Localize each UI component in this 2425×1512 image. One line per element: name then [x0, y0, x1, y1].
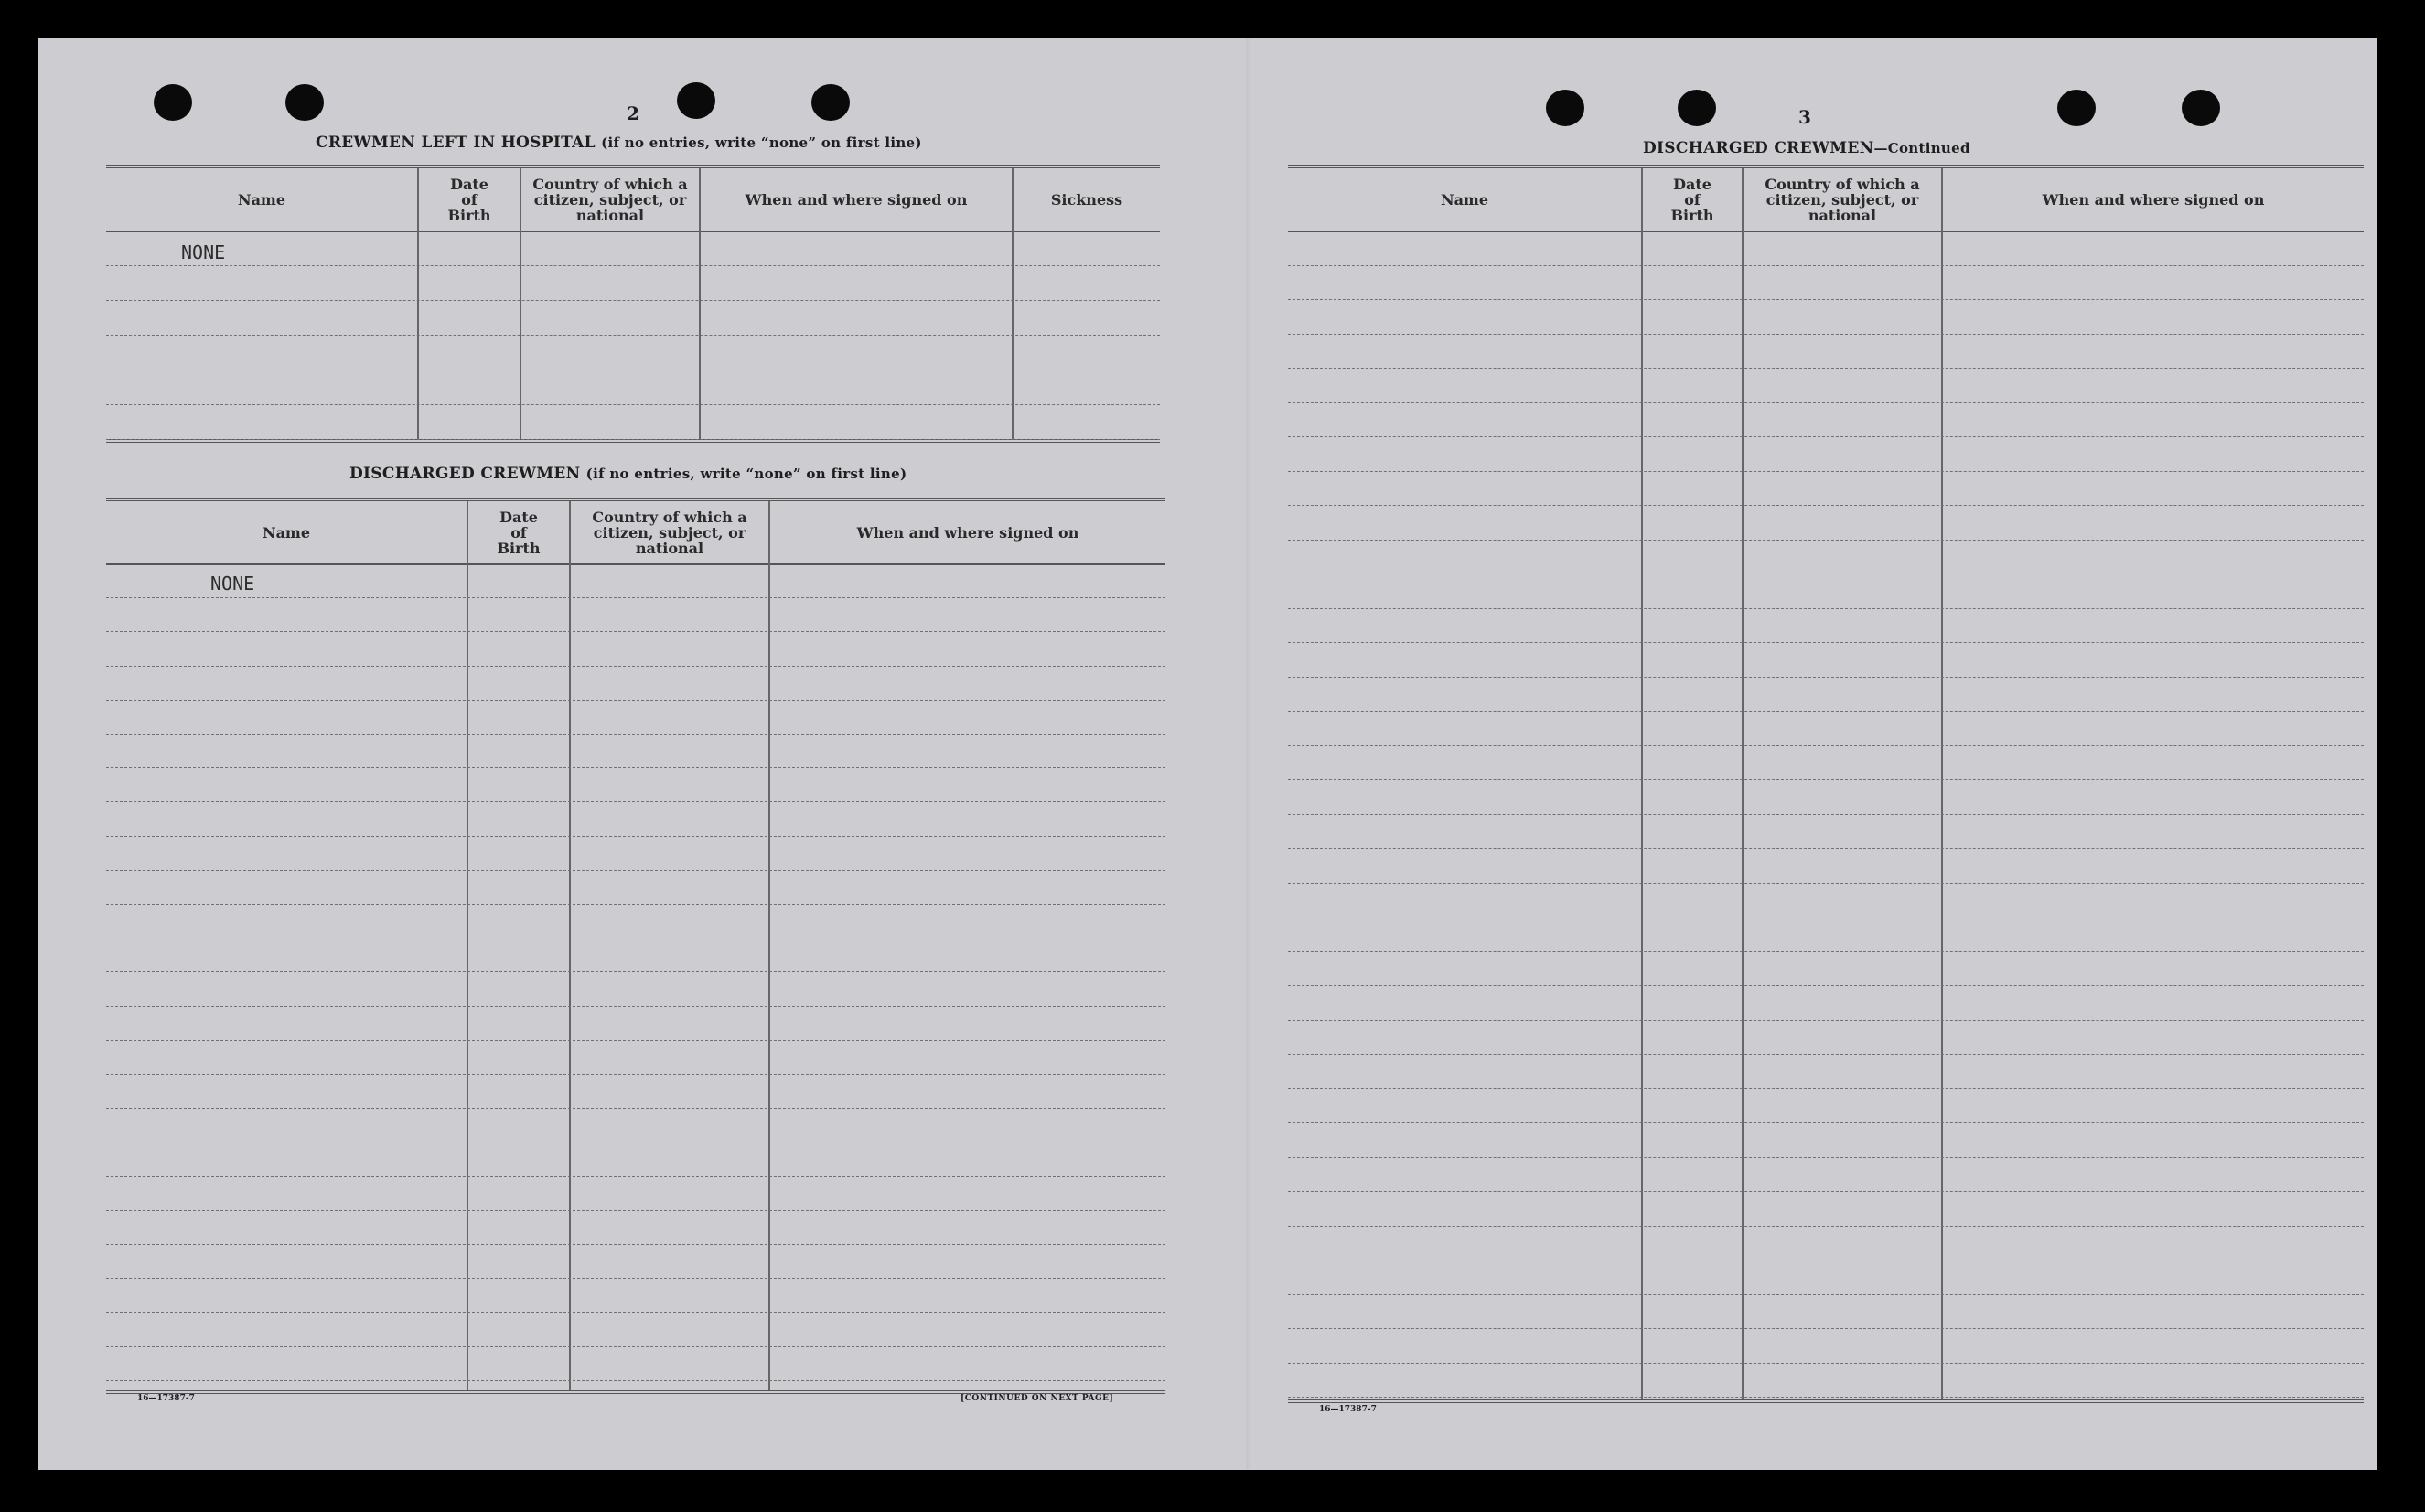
column-header-name: Name [262, 523, 311, 542]
table-row [1288, 402, 2364, 438]
table-row [1288, 368, 2364, 403]
table-row [106, 904, 1165, 938]
column-header-country: Country of which a citizen, subject, or national [1765, 175, 1920, 224]
table-row [1288, 505, 2364, 541]
discharged-continued-heading: DISCHARGED CREWMEN [1643, 139, 1874, 157]
table-row [1288, 951, 2364, 987]
punch-hole [154, 84, 192, 121]
table-row [106, 300, 1160, 336]
table-row [1288, 779, 2364, 815]
discharged-title: DISCHARGED CREWMEN [349, 465, 581, 483]
punch-hole [2182, 90, 2220, 126]
table-row [1288, 299, 2364, 335]
table-row [106, 265, 1160, 301]
table-row [106, 1040, 1165, 1075]
page-fold [1246, 38, 1253, 1470]
table-row [106, 231, 1160, 266]
table-row [106, 631, 1165, 666]
first-entry-name: NONE [210, 573, 255, 595]
table-header [1288, 168, 2364, 232]
table-row [1288, 231, 2364, 266]
table-row [106, 1210, 1165, 1245]
table-row [106, 1278, 1165, 1313]
table-row [1288, 917, 2364, 952]
table-row [106, 1312, 1165, 1346]
form-number: 16—17387-7 [1319, 1405, 1377, 1414]
table-row [106, 1346, 1165, 1381]
table-row [106, 1142, 1165, 1176]
table-row [106, 1244, 1165, 1279]
table-row [1288, 1088, 2364, 1124]
column-header-country: Country of which a citizen, subject, or national [592, 508, 747, 557]
column-header-date-of-birth: Date of Birth [1670, 175, 1714, 224]
table-row [106, 1074, 1165, 1109]
table-rows [1288, 231, 2364, 1399]
first-entry-name: NONE [181, 241, 226, 263]
table-row [106, 563, 1165, 598]
column-header-date-of-birth: Date of Birth [447, 175, 491, 224]
form-number: 16—17387-7 [137, 1394, 195, 1403]
table-row [1288, 711, 2364, 746]
table-row [106, 734, 1165, 768]
table-row [106, 870, 1165, 905]
table-rows [106, 563, 1165, 1390]
table-row [1288, 642, 2364, 678]
table-row [1288, 471, 2364, 507]
table-row [1288, 985, 2364, 1021]
document-sheet [38, 38, 2377, 1470]
table-row [1288, 848, 2364, 884]
table-row [1288, 334, 2364, 370]
column-header-country: Country of which a citizen, subject, or national [532, 175, 688, 224]
table-row [1288, 677, 2364, 713]
column-header-signed-on: When and where signed on [745, 190, 968, 209]
table-row [1288, 1054, 2364, 1089]
table-row [1288, 608, 2364, 644]
column-header-date-of-birth: Date of Birth [497, 508, 541, 557]
table-row [106, 335, 1160, 370]
page-number: 2 [627, 102, 639, 124]
table-row [1288, 1328, 2364, 1364]
punch-hole [1678, 90, 1716, 126]
table-row [1288, 436, 2364, 472]
table-row [1288, 1020, 2364, 1056]
table-row [106, 767, 1165, 802]
punch-hole [285, 84, 324, 121]
table-row [106, 404, 1160, 440]
column-header-signed-on: When and where signed on [2042, 190, 2265, 209]
table-row [1288, 745, 2364, 781]
table-row [106, 666, 1165, 701]
column-header-name: Name [1440, 190, 1489, 209]
hospital-table [106, 165, 1160, 443]
table-row [106, 700, 1165, 735]
column-header-signed-on: When and where signed on [856, 523, 1079, 542]
hospital-instruction: (if no entries, write “none” on first line) [601, 134, 922, 151]
table-row [1288, 265, 2364, 301]
punch-hole [2057, 90, 2096, 126]
table-row [106, 370, 1160, 405]
table-row [1288, 540, 2364, 575]
discharged-instruction: (if no entries, write “none” on first line) [585, 466, 907, 482]
table-row [106, 836, 1165, 871]
discharged-table [106, 498, 1165, 1394]
table-row [1288, 1260, 2364, 1295]
table-row [1288, 814, 2364, 850]
table-row [1288, 1122, 2364, 1158]
hospital-title: CREWMEN LEFT IN HOSPITAL [316, 134, 596, 152]
table-row [106, 938, 1165, 972]
table-row [1288, 883, 2364, 918]
table-row [1288, 1157, 2364, 1193]
table-row [1288, 1294, 2364, 1330]
discharged-section-title [349, 465, 907, 483]
punch-hole [1546, 90, 1584, 126]
continued-note: [CONTINUED ON NEXT PAGE] [960, 1394, 1114, 1403]
table-row [106, 1176, 1165, 1211]
table-header [106, 501, 1165, 565]
table-row [106, 801, 1165, 836]
table-row [1288, 1191, 2364, 1227]
table-row [1288, 574, 2364, 609]
table-row [106, 971, 1165, 1006]
discharged-continued-title [1643, 139, 1970, 157]
table-row [106, 1108, 1165, 1142]
column-header-name: Name [237, 190, 286, 209]
table-row [1288, 1226, 2364, 1261]
table-row [106, 597, 1165, 632]
column-header-sickness: Sickness [1050, 190, 1123, 209]
table-row [1288, 1363, 2364, 1399]
continued-suffix: —Continued [1873, 140, 1970, 156]
table-rows [106, 231, 1160, 439]
table-row [106, 1006, 1165, 1041]
hospital-section-title [316, 134, 922, 152]
page-number: 3 [1798, 106, 1811, 128]
discharged-continued-table [1288, 165, 2364, 1403]
punch-hole [677, 82, 715, 119]
table-header [106, 168, 1160, 232]
punch-hole [811, 84, 850, 121]
